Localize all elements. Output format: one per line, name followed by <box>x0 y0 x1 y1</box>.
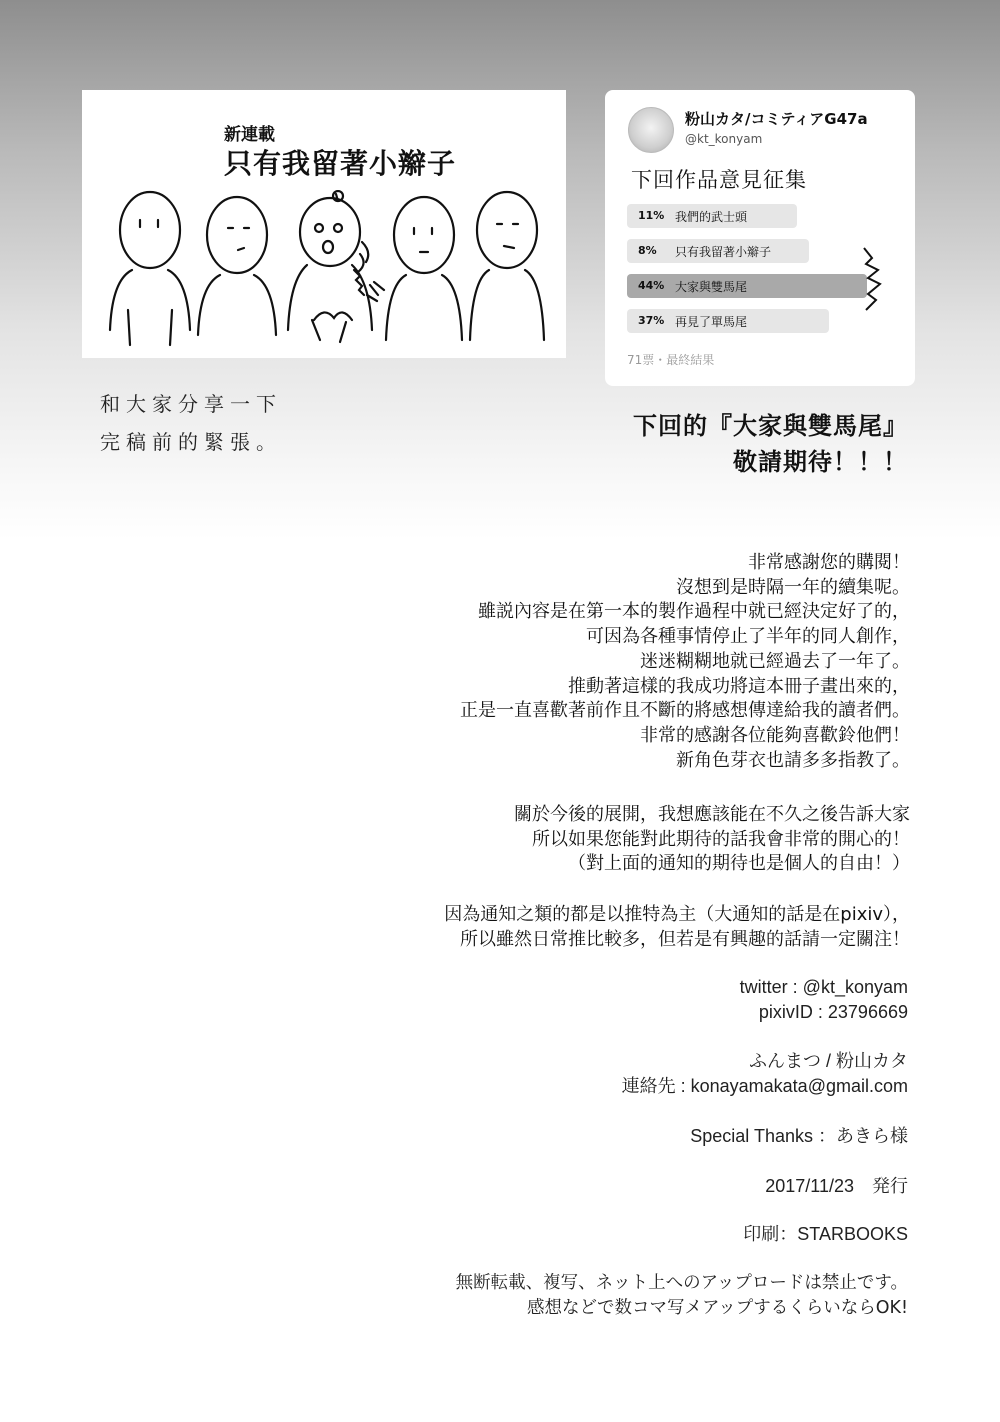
caption-line: 完稿前的緊張。 <box>100 430 282 454</box>
afterword-line: 正是一直喜歡著前作且不斷的將感想傳達給我的讀者們。 <box>460 700 910 722</box>
bald-figure-1 <box>110 192 190 345</box>
social-credits <box>740 975 908 1024</box>
comic-drawing <box>102 190 552 355</box>
poll-option <box>627 309 831 333</box>
bald-figure-4 <box>470 192 544 340</box>
notice-line: 感想などで数コマ写メアップするくらいならOK! <box>526 1297 908 1318</box>
poll-option <box>627 239 827 263</box>
afterword-line: （對上面的通知的期待也是個人的自由！） <box>568 853 910 875</box>
afterword-paragraph <box>514 803 910 877</box>
comic-title: 只有我留著小辮子 <box>224 147 457 180</box>
poll-percent: 44% <box>638 279 665 292</box>
circle-name: ふんまつ / 粉山カタ <box>748 1051 908 1071</box>
afterword-paragraph <box>460 551 910 773</box>
poll-label: 再見了單馬尾 <box>675 315 748 329</box>
next-volume-callout <box>633 408 908 480</box>
tweet-display-name[interactable]: 粉山カタ/コミティアG47a <box>685 110 868 128</box>
tweet-text: 下回作品意見征集 <box>631 168 807 192</box>
printer-credit: 印刷：STARBOOKS <box>743 1224 908 1244</box>
callout-line: 下回的『大家與雙馬尾』 <box>633 412 908 440</box>
afterword-line: 關於今後的展開，我想應該能在不久之後告訴大家 <box>514 804 910 825</box>
bald-figure-3 <box>386 197 462 340</box>
avatar[interactable] <box>628 107 674 153</box>
contact-email[interactable]: 連絡先 : konayamakata@gmail.com <box>621 1075 908 1096</box>
afterword-line: 所以如果您能對此期待的話我會非常的開心的！ <box>532 828 910 850</box>
afterword-line: 雖説內容是在第一本的製作過程中就已經決定好了的， <box>478 601 910 623</box>
afterword-line: 非常的感謝各位能夠喜歡鈴他們！ <box>640 724 910 746</box>
handwritten-caption <box>100 385 282 461</box>
poll-label: 大家與雙馬尾 <box>675 280 748 294</box>
afterword-line: 推動著這樣的我成功將這本冊子畫出來的， <box>568 675 910 697</box>
nervous-figure-with-pigtail <box>288 191 384 342</box>
poll-footer: 71票・最終結果 <box>627 353 715 367</box>
tweet-handle[interactable]: @kt_konyam <box>685 132 763 146</box>
poll-percent: 11% <box>638 209 665 222</box>
poll-percent: 37% <box>638 314 665 327</box>
afterword-line: 所以雖然日常推比較多，但若是有興趣的話請一定關注！ <box>460 928 910 950</box>
afterword-paragraph <box>444 903 910 952</box>
afterword-line: 非常感謝您的購閱！ <box>748 552 910 573</box>
notice-line: 無断転載、複写、ネット上へのアップロードは禁止です。 <box>455 1273 908 1293</box>
publish-date: 2017/11/23 発行 <box>765 1176 908 1196</box>
poll-percent: 8% <box>638 244 657 257</box>
pixiv-id[interactable]: pixivID : 23796669 <box>758 1001 908 1022</box>
twitter-handle[interactable]: twitter : @kt_konyam <box>739 977 908 997</box>
afterword-line: 因為通知之類的都是以推特為主（大通知的話是在pixiv）， <box>444 904 910 925</box>
comic-preview-panel <box>82 90 566 358</box>
poll-label: 我們的武士頭 <box>675 210 748 224</box>
afterword-line: 沒想到是時隔一年的續集呢。 <box>676 576 910 598</box>
bald-figure-2 <box>198 197 276 335</box>
callout-line: 敬請期待！！！ <box>733 448 908 476</box>
poll-label: 只有我留著小辮子 <box>675 245 772 259</box>
comic-series-label: 新連載 <box>224 125 275 145</box>
caption-line: 和大家分享一下 <box>100 392 282 416</box>
copyright-notice <box>456 1271 908 1320</box>
afterword-line: 可因為各種事情停止了半年的同人創作， <box>586 626 910 648</box>
circle-credits <box>622 1049 908 1098</box>
tweet-poll-card <box>605 90 915 386</box>
excitement-burst-icon <box>858 244 898 314</box>
poll-option <box>627 274 867 298</box>
special-thanks: Special Thanks ：あきら様 <box>690 1126 908 1146</box>
afterword-line: 新角色芽衣也請多多指教了。 <box>676 749 910 771</box>
afterword-line: 迷迷糊糊地就已經過去了一年了。 <box>640 650 910 672</box>
poll-option <box>627 204 827 228</box>
